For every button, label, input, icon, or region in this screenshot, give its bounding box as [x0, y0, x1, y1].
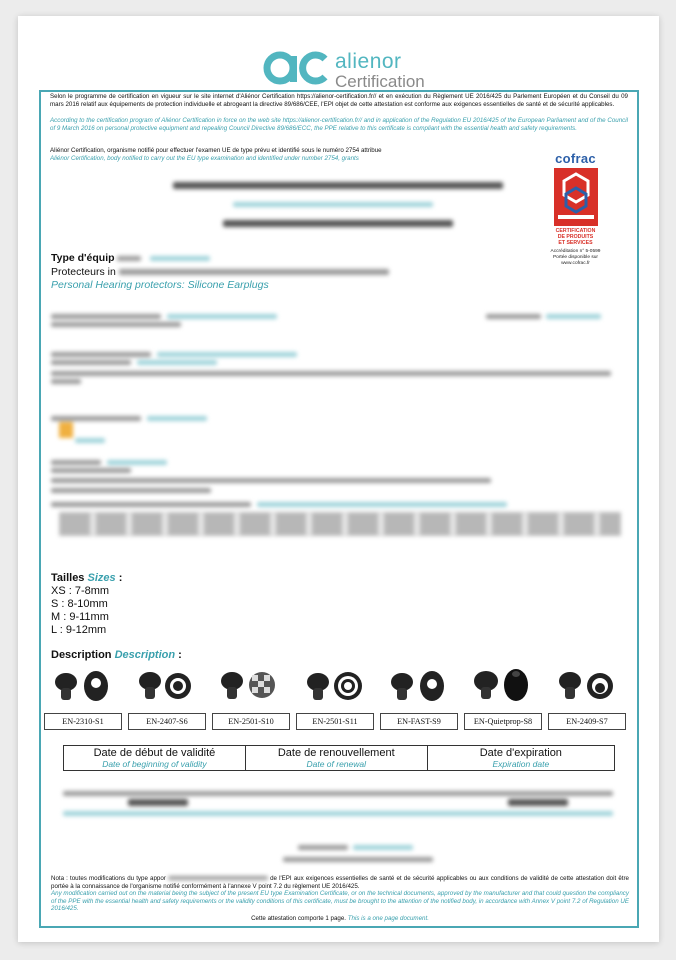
earplug-pair-icon [464, 666, 542, 704]
cofrac-label [538, 228, 613, 246]
certificate-page [18, 16, 659, 942]
size-item: XS : 7-8mm [51, 585, 110, 597]
cofrac-label-line: DE PRODUITS [557, 234, 594, 240]
sizes-heading-en: Sizes [87, 572, 116, 584]
cofrac-scope: Portée disponible sur www.cofrac.fr [552, 255, 599, 266]
type-product-fr-text: Protecteurs in [51, 266, 116, 278]
earplug-model [128, 666, 206, 726]
note-fr [51, 875, 629, 890]
size-item: L : 9-12mm [51, 624, 107, 636]
cofrac-emblem-icon [554, 168, 598, 226]
col-renewal-date-fr: Date de renouvellement [277, 747, 395, 759]
description-heading-fr: Description [51, 649, 112, 661]
model-label: EN-Quietprop-S8 [464, 713, 542, 730]
validity-dates-table [63, 745, 615, 771]
earplug-pair-icon [548, 666, 626, 704]
earplug-model [212, 666, 290, 726]
cofrac-label-line: CERTIFICATION [555, 228, 596, 234]
col-expiration-date-en: Expiration date [492, 759, 550, 769]
type-heading [51, 252, 210, 264]
sizes-heading: Tailles Sizes : [51, 572, 123, 584]
model-label: EN-2501-S10 [212, 713, 290, 730]
col-renewal-date-en: Date of renewal [306, 759, 367, 769]
notified-en: Aliénor Certification, body notified to carry out the EU type examination and identified under number 2754, grants [50, 155, 359, 162]
notified-fr: Aliénor Certification, organisme notifié pour effectuer l'examen UE de type prévu et identifié sous le numéro 2754 attribue [50, 147, 382, 154]
logo-word-certification: Certification [335, 72, 425, 91]
cofrac-accreditation-text [538, 249, 613, 267]
type-heading-text: Type d'équip [51, 252, 115, 264]
ac-logo-icon [263, 48, 329, 88]
page-count-en: This is a one page document. [347, 914, 429, 922]
col-expiration-date-fr: Date d'expiration [479, 747, 562, 759]
redacted-dates-and-signature [48, 781, 628, 861]
type-product-en: Personal Hearing protectors: Silicone Earplugs [51, 279, 269, 291]
type-product-fr [51, 266, 389, 278]
model-label: EN-2501-S11 [296, 713, 374, 730]
model-label: EN-2409-S7 [548, 713, 626, 730]
earplug-model [548, 666, 626, 726]
earplug-model [296, 666, 374, 726]
intro-fr: Selon le programme de certification en vigueur sur le site internet d'Aliénor Certification https://alienor-certification.fr// et en exécution du Règlement UE 2016/425 du Parlement Européen et du Conseil du 09 mars 2016 relatif aux équipements de protection individuelle et abrogeant la directive 89/686/CEE, l'EPI objet de cette attestation est conforme aux exigences essentielles de santé et de sécurité applicables. [50, 93, 628, 108]
earplug-pair-icon [128, 666, 206, 704]
cofrac-name: cofrac [555, 151, 596, 166]
col-expiration-date [427, 746, 614, 771]
model-label: EN-2310-S1 [44, 713, 122, 730]
model-label: EN-FAST-S9 [380, 713, 458, 730]
page-count [51, 915, 629, 923]
size-item: S : 8-10mm [51, 598, 108, 610]
earplug-pair-icon [296, 666, 374, 704]
description-heading-en: Description [114, 649, 176, 661]
note-fr-rest: de l'EPI aux exigences essentielles de santé et de sécurité applicables ou aux conditions de validité de cette attestation doit être portée à la connaissance de l'organisme notifié conformément à l'annexe V point 7.2 du règlement UE 2016/425. [51, 875, 629, 890]
cofrac-label-line: ET SERVICES [558, 240, 593, 246]
earplug-pair-icon [212, 666, 290, 704]
sizes-heading-fr: Tailles [51, 572, 85, 584]
earplug-models [44, 666, 634, 738]
col-start-date-fr: Date de début de validité [93, 747, 216, 759]
legal-note [51, 875, 629, 923]
certificate-title-redacted [173, 176, 513, 232]
description-heading: Description Description : [51, 649, 182, 661]
sizes-section [51, 572, 122, 637]
cofrac-accreditation-logo [538, 151, 613, 267]
earplug-pair-icon [44, 666, 122, 704]
col-renewal-date [245, 746, 427, 771]
earplug-model [380, 666, 458, 726]
intro-en: According to the certification program of Aliénor Certification in force on the web site https://alienor-certification.fr// and in application of the Regulation EU 2016/425 of the European Parliament and of the Council of 9 March 2016 on personal protective equipment and repealing Council Directive 89/686/ECC, the PPE relative to this certificate is compliant with the essential health and safety requirements. [50, 117, 628, 132]
logo-word-alienor: alienor [335, 50, 402, 73]
size-item: M : 9-11mm [51, 611, 109, 623]
alienor-logo [263, 48, 425, 96]
page-count-fr: Cette attestation comporte 1 page. [251, 914, 346, 922]
earplug-model [464, 666, 542, 726]
col-start-date [64, 746, 246, 771]
earplug-model [44, 666, 122, 726]
cofrac-accreditation-number: Accréditation n° 5-0599 [550, 249, 601, 254]
earplug-pair-icon [380, 666, 458, 704]
table-row [64, 746, 615, 771]
redacted-details [51, 306, 631, 576]
note-en: Any modification carried out on the material being the subject of the present EU type Examination Certificate, or on the technical documents, approved by the manufacturer and that could question the compliancy of the PPE with the essential health and safety requirements or the validity conditions of this certificate, must be brought to the attention of the notified body, in accordance with Annex V point 7.2 of Regulation UE 2016/425. [51, 890, 629, 913]
note-fr-start: Nota : toutes modifications du type appor [51, 875, 166, 882]
col-start-date-en: Date of beginning of validity [102, 759, 207, 769]
model-label: EN-2407-S6 [128, 713, 206, 730]
